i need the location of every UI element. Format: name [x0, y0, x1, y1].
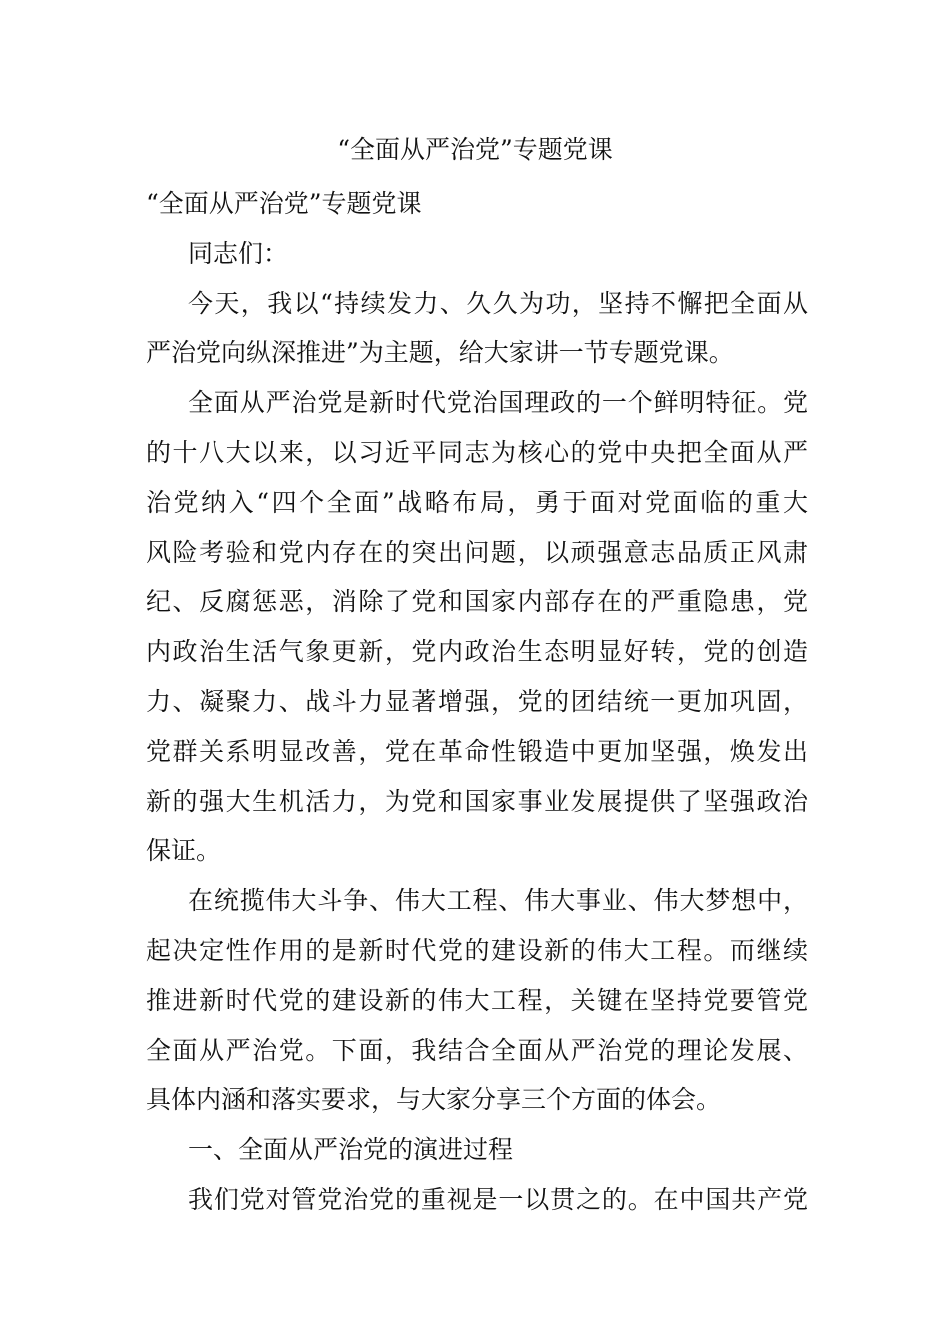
paragraph-2-line-10: 保证。	[146, 836, 222, 865]
paragraph-2-line-6: 内政治生活气象更新，党内政治生态明显好转，党的创造	[146, 637, 808, 666]
paragraph-2-line-1: 全面从严治党是新时代党治国理政的一个鲜明特征。党	[188, 388, 808, 417]
paragraph-2-line-5: 纪、反腐惩恶，消除了党和国家内部存在的严重隐患，党	[146, 587, 808, 616]
paragraph-3-line-2: 起决定性作用的是新时代党的建设新的伟大工程。而继续	[146, 936, 808, 965]
paragraph-3-line-5: 具体内涵和落实要求，与大家分享三个方面的体会。	[146, 1085, 722, 1114]
salutation: 同志们：	[188, 239, 289, 268]
paragraph-2-line-8: 党群关系明显改善，党在革命性锻造中更加坚强，焕发出	[146, 737, 808, 766]
paragraph-3-line-1: 在统揽伟大斗争、伟大工程、伟大事业、伟大梦想中，	[188, 886, 808, 915]
document-subtitle: “全面从严治党”专题党课	[146, 189, 422, 218]
paragraph-1-line-1: 今天，我以“持续发力、久久为功，坚持不懈把全面从	[188, 289, 808, 318]
paragraph-3-line-4: 全面从严治党。下面，我结合全面从严治党的理论发展、	[146, 1036, 808, 1065]
paragraph-2-line-2: 的十八大以来，以习近平同志为核心的党中央把全面从严	[146, 438, 808, 467]
document-title: “全面从严治党”专题党课	[337, 135, 613, 164]
paragraph-3-line-3: 推进新时代党的建设新的伟大工程，关键在坚持党要管党	[146, 986, 808, 1015]
paragraph-4-line-1: 我们党对管党治党的重视是一以贯之的。在中国共产党	[188, 1185, 808, 1214]
paragraph-1-line-2: 严治党向纵深推进”为主题，给大家讲一节专题党课。	[146, 338, 734, 367]
paragraph-2-line-4: 风险考验和党内存在的突出问题，以顽强意志品质正风肃	[146, 538, 808, 567]
paragraph-2-line-9: 新的强大生机活力，为党和国家事业发展提供了坚强政治	[146, 787, 808, 816]
paragraph-2-line-3: 治党纳入“四个全面”战略布局，勇于面对党面临的重大	[146, 488, 808, 517]
section-heading: 一、全面从严治党的演进过程	[188, 1135, 514, 1164]
paragraph-2-line-7: 力、凝聚力、战斗力显著增强，党的团结统一更加巩固，	[146, 687, 808, 716]
